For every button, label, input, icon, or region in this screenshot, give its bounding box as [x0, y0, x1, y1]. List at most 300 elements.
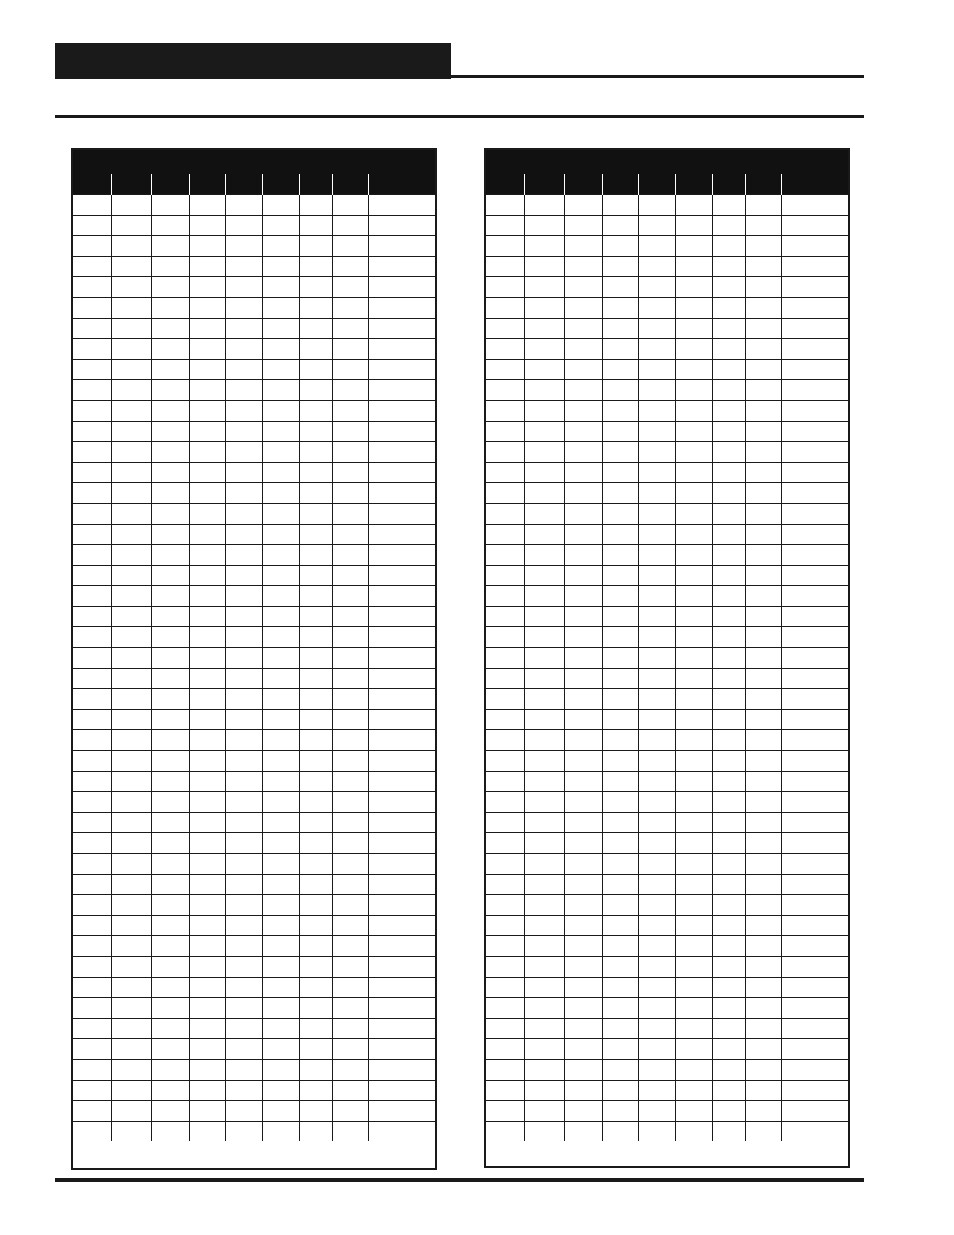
table-cell	[225, 709, 262, 730]
table-cell	[486, 689, 524, 710]
table-cell	[564, 833, 602, 854]
table-cell	[262, 1080, 299, 1101]
column-header	[638, 174, 675, 195]
table-row	[486, 565, 848, 586]
table-cell	[299, 874, 332, 895]
table-cell	[486, 854, 524, 875]
table-cell	[332, 421, 368, 442]
table-cell	[332, 503, 368, 524]
table-cell	[73, 442, 111, 463]
table-cell	[524, 606, 564, 627]
table-cell	[262, 565, 299, 586]
table-row	[486, 771, 848, 792]
table-cell	[524, 256, 564, 277]
column-header	[524, 174, 564, 195]
table-cell	[602, 956, 638, 977]
table-cell	[602, 339, 638, 360]
table-cell	[564, 730, 602, 751]
table-cell	[111, 359, 151, 380]
table-cell	[332, 1018, 368, 1039]
table-cell	[368, 421, 435, 442]
table-cell	[151, 277, 189, 298]
header-rule	[451, 75, 864, 78]
table-cell	[564, 256, 602, 277]
table-cell	[332, 339, 368, 360]
table-cell	[486, 565, 524, 586]
table-cell	[602, 709, 638, 730]
table-cell	[73, 709, 111, 730]
table-cell	[745, 586, 781, 607]
table-row	[486, 1121, 848, 1141]
table-cell	[332, 442, 368, 463]
table-cell	[745, 1039, 781, 1060]
table-cell	[368, 792, 435, 813]
table-cell	[225, 833, 262, 854]
table-cell	[524, 792, 564, 813]
table-cell	[602, 586, 638, 607]
table-cell	[151, 689, 189, 710]
table-cell	[73, 586, 111, 607]
table-cell	[299, 854, 332, 875]
table-cell	[262, 545, 299, 566]
table-cell	[368, 854, 435, 875]
table-cell	[524, 895, 564, 916]
table-cell	[111, 318, 151, 339]
table-cell	[638, 277, 675, 298]
table-cell	[524, 503, 564, 524]
table-cell	[675, 1101, 712, 1122]
table-cell	[712, 586, 745, 607]
table-cell	[602, 833, 638, 854]
table-cell	[368, 771, 435, 792]
table-cell	[73, 792, 111, 813]
table-cell	[151, 998, 189, 1019]
table-cell	[638, 359, 675, 380]
table-cell	[486, 380, 524, 401]
table-cell	[73, 1018, 111, 1039]
table-cell	[745, 1018, 781, 1039]
table-row	[73, 318, 435, 339]
table-cell	[638, 483, 675, 504]
table-cell	[151, 236, 189, 257]
table-cell	[638, 998, 675, 1019]
table-cell	[745, 503, 781, 524]
table-cell	[524, 709, 564, 730]
table-cell	[111, 1039, 151, 1060]
table-row	[486, 1018, 848, 1039]
table-cell	[486, 1121, 524, 1141]
table-cell	[781, 359, 848, 380]
table-cell	[262, 297, 299, 318]
table-cell	[225, 771, 262, 792]
table-cell	[368, 545, 435, 566]
table-cell	[486, 1039, 524, 1060]
table-cell	[638, 792, 675, 813]
table-cell	[486, 400, 524, 421]
table-cell	[73, 874, 111, 895]
table-cell	[712, 648, 745, 669]
table-cell	[225, 462, 262, 483]
table-cell	[745, 998, 781, 1019]
table-cell	[712, 998, 745, 1019]
table-cell	[73, 1039, 111, 1060]
table-cell	[262, 1039, 299, 1060]
table-cell	[675, 1059, 712, 1080]
table-cell	[745, 730, 781, 751]
table-cell	[189, 1101, 225, 1122]
table-row	[73, 895, 435, 916]
table-cell	[299, 400, 332, 421]
table-cell	[781, 1018, 848, 1039]
table-cell	[486, 236, 524, 257]
table-cell	[564, 1059, 602, 1080]
table-cell	[602, 606, 638, 627]
table-cell	[262, 751, 299, 772]
table-row	[486, 648, 848, 669]
table-cell	[712, 771, 745, 792]
table-row	[486, 751, 848, 772]
table-cell	[675, 1018, 712, 1039]
table-cell	[189, 380, 225, 401]
table-cell	[111, 792, 151, 813]
table-cell	[111, 1121, 151, 1141]
table-cell	[299, 668, 332, 689]
table-cell	[675, 380, 712, 401]
table-cell	[73, 956, 111, 977]
table-cell	[332, 545, 368, 566]
table-cell	[368, 895, 435, 916]
table-cell	[262, 771, 299, 792]
table-cell	[262, 936, 299, 957]
table-cell	[712, 215, 745, 236]
table-cell	[524, 462, 564, 483]
table-cell	[299, 709, 332, 730]
table-cell	[262, 1121, 299, 1141]
table-cell	[745, 668, 781, 689]
table-row	[486, 545, 848, 566]
table-cell	[524, 297, 564, 318]
table-cell	[368, 1018, 435, 1039]
table-cell	[564, 771, 602, 792]
table-cell	[675, 215, 712, 236]
table-cell	[712, 668, 745, 689]
table-cell	[781, 277, 848, 298]
column-header	[745, 174, 781, 195]
table-cell	[151, 215, 189, 236]
table-cell	[745, 297, 781, 318]
table-cell	[638, 956, 675, 977]
table-cell	[189, 545, 225, 566]
table-cell	[332, 586, 368, 607]
table-cell	[151, 1018, 189, 1039]
table-cell	[486, 195, 524, 216]
table-cell	[564, 462, 602, 483]
table-cell	[745, 854, 781, 875]
table-cell	[189, 297, 225, 318]
table-cell	[189, 565, 225, 586]
table-cell	[332, 524, 368, 545]
table-cell	[299, 586, 332, 607]
table-cell	[675, 812, 712, 833]
table-cell	[745, 812, 781, 833]
table-row	[486, 236, 848, 257]
table-cell	[712, 462, 745, 483]
table-cell	[299, 812, 332, 833]
table-cell	[189, 503, 225, 524]
table-cell	[225, 1018, 262, 1039]
table-cell	[486, 668, 524, 689]
table-cell	[524, 648, 564, 669]
table-row	[73, 586, 435, 607]
table-row	[486, 854, 848, 875]
table-cell	[745, 977, 781, 998]
table-cell	[486, 977, 524, 998]
table-cell	[638, 339, 675, 360]
table-row	[73, 689, 435, 710]
table-cell	[486, 503, 524, 524]
table-cell	[299, 1059, 332, 1080]
table-cell	[524, 812, 564, 833]
table-cell	[189, 442, 225, 463]
table-row	[73, 812, 435, 833]
table-cell	[745, 195, 781, 216]
table-cell	[524, 854, 564, 875]
column-header	[332, 174, 368, 195]
table-cell	[189, 318, 225, 339]
table-cell	[151, 545, 189, 566]
table-cell	[712, 565, 745, 586]
table-cell	[524, 956, 564, 977]
table-cell	[262, 730, 299, 751]
table-cell	[262, 792, 299, 813]
table-cell	[602, 195, 638, 216]
table-cell	[712, 689, 745, 710]
table-cell	[111, 297, 151, 318]
table-cell	[151, 956, 189, 977]
table-cell	[225, 812, 262, 833]
table-cell	[262, 339, 299, 360]
table-cell	[486, 709, 524, 730]
table-cell	[225, 606, 262, 627]
table-row	[486, 503, 848, 524]
table-cell	[189, 236, 225, 257]
table-cell	[675, 359, 712, 380]
table-row	[486, 297, 848, 318]
table-cell	[73, 1121, 111, 1141]
table-cell	[299, 483, 332, 504]
table-cell	[712, 503, 745, 524]
table-cell	[602, 751, 638, 772]
table-cell	[262, 442, 299, 463]
table-cell	[111, 1018, 151, 1039]
table-cell	[486, 442, 524, 463]
table-cell	[638, 318, 675, 339]
table-cell	[781, 874, 848, 895]
table-cell	[712, 1101, 745, 1122]
table-cell	[225, 545, 262, 566]
table-cell	[151, 524, 189, 545]
table-cell	[225, 854, 262, 875]
table-cell	[745, 318, 781, 339]
table-cell	[151, 730, 189, 751]
table-cell	[111, 339, 151, 360]
table-cell	[189, 998, 225, 1019]
table-cell	[638, 1018, 675, 1039]
table-cell	[189, 833, 225, 854]
table-cell	[602, 236, 638, 257]
table-cell	[564, 709, 602, 730]
table-cell	[564, 812, 602, 833]
table-cell	[602, 483, 638, 504]
table-cell	[486, 1018, 524, 1039]
table-cell	[111, 1080, 151, 1101]
table-cell	[73, 380, 111, 401]
table-cell	[151, 977, 189, 998]
table-cell	[712, 730, 745, 751]
table-cell	[73, 998, 111, 1019]
table-cell	[332, 648, 368, 669]
table-cell	[486, 277, 524, 298]
table-cell	[73, 339, 111, 360]
table-cell	[73, 1080, 111, 1101]
table-row	[486, 874, 848, 895]
table-cell	[111, 689, 151, 710]
table-cell	[299, 1121, 332, 1141]
table-cell	[299, 998, 332, 1019]
table-row	[73, 400, 435, 421]
table-cell	[368, 442, 435, 463]
table-cell	[73, 400, 111, 421]
table-cell	[332, 1039, 368, 1060]
table-cell	[111, 730, 151, 751]
table-cell	[745, 915, 781, 936]
table-cell	[781, 751, 848, 772]
table-cell	[781, 297, 848, 318]
table-cell	[564, 442, 602, 463]
table-cell	[745, 792, 781, 813]
table-cell	[745, 1121, 781, 1141]
table-cell	[712, 442, 745, 463]
table-cell	[602, 1080, 638, 1101]
table-row	[486, 359, 848, 380]
table-cell	[189, 627, 225, 648]
table-cell	[299, 421, 332, 442]
table-cell	[299, 956, 332, 977]
table-cell	[262, 277, 299, 298]
table-cell	[189, 648, 225, 669]
table-cell	[638, 462, 675, 483]
table-cell	[151, 503, 189, 524]
table-row	[486, 400, 848, 421]
table-cell	[225, 565, 262, 586]
table-cell	[712, 977, 745, 998]
table-cell	[73, 812, 111, 833]
table-cell	[73, 936, 111, 957]
table-cell	[225, 1059, 262, 1080]
table-cell	[299, 442, 332, 463]
table-row	[73, 1059, 435, 1080]
table-row	[486, 792, 848, 813]
table-row	[73, 297, 435, 318]
right-table-panel	[484, 148, 850, 1168]
table-cell	[564, 895, 602, 916]
table-cell	[299, 771, 332, 792]
table-cell	[299, 215, 332, 236]
table-cell	[675, 400, 712, 421]
table-cell	[602, 792, 638, 813]
table-cell	[638, 236, 675, 257]
table-cell	[781, 380, 848, 401]
table-cell	[712, 751, 745, 772]
table-cell	[299, 730, 332, 751]
table-cell	[111, 442, 151, 463]
table-cell	[151, 442, 189, 463]
table-cell	[712, 915, 745, 936]
table-cell	[638, 297, 675, 318]
table-cell	[781, 421, 848, 442]
table-cell	[602, 545, 638, 566]
table-cell	[189, 586, 225, 607]
table-cell	[189, 915, 225, 936]
table-cell	[781, 606, 848, 627]
table-cell	[564, 648, 602, 669]
table-cell	[111, 895, 151, 916]
table-cell	[225, 236, 262, 257]
table-cell	[332, 195, 368, 216]
table-cell	[675, 668, 712, 689]
table-cell	[189, 1121, 225, 1141]
table-cell	[111, 709, 151, 730]
table-cell	[262, 648, 299, 669]
table-cell	[299, 318, 332, 339]
table-cell	[524, 318, 564, 339]
table-cell	[262, 977, 299, 998]
table-cell	[225, 339, 262, 360]
table-cell	[745, 215, 781, 236]
table-cell	[73, 915, 111, 936]
table-row	[73, 565, 435, 586]
table-cell	[486, 339, 524, 360]
table-cell	[151, 462, 189, 483]
table-cell	[638, 565, 675, 586]
table-cell	[73, 503, 111, 524]
table-cell	[745, 833, 781, 854]
table-cell	[564, 565, 602, 586]
table-cell	[151, 792, 189, 813]
table-cell	[299, 895, 332, 916]
table-cell	[262, 586, 299, 607]
table-cell	[781, 503, 848, 524]
table-cell	[524, 1018, 564, 1039]
table-cell	[602, 627, 638, 648]
table-cell	[151, 380, 189, 401]
table-cell	[524, 874, 564, 895]
table-cell	[262, 524, 299, 545]
left-table-header-row	[73, 174, 435, 195]
table-cell	[486, 606, 524, 627]
table-cell	[712, 380, 745, 401]
table-cell	[712, 195, 745, 216]
table-cell	[332, 812, 368, 833]
table-row	[73, 1018, 435, 1039]
table-cell	[602, 421, 638, 442]
table-cell	[712, 277, 745, 298]
table-cell	[225, 256, 262, 277]
table-cell	[225, 956, 262, 977]
table-cell	[225, 297, 262, 318]
table-cell	[781, 1101, 848, 1122]
table-cell	[332, 565, 368, 586]
